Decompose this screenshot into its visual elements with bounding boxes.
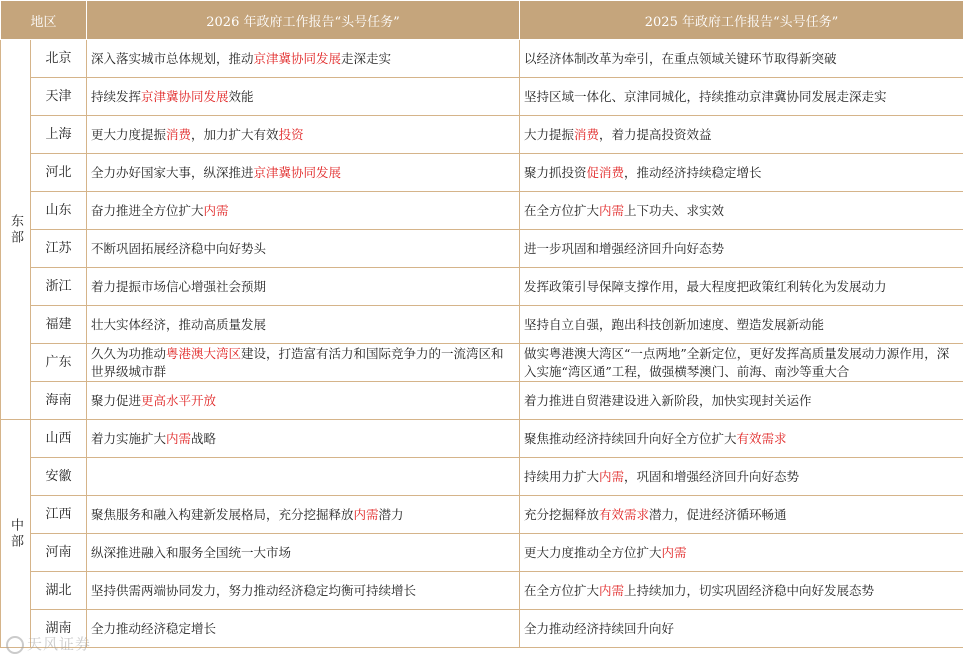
- region-label-central: 中部: [1, 420, 31, 648]
- task-cell-2025: [520, 116, 963, 154]
- task-cell-2025: [520, 40, 963, 78]
- watermark-text: 天风证券: [27, 635, 92, 653]
- highlight-text: 京津冀协同发展: [141, 89, 229, 104]
- task-text: 着力推进自贸港建设进入新阶段，加快实现封关运作: [524, 393, 812, 408]
- task-cell-2026: [87, 420, 520, 458]
- task-text: 久久为功推动: [91, 345, 167, 361]
- highlight-text: 粤港澳大湾区: [166, 345, 242, 361]
- task-cell-2025: [520, 230, 963, 268]
- province-cell: 天津: [31, 78, 87, 116]
- task-cell-2025: [520, 154, 963, 192]
- task-text: 持续发挥: [91, 89, 142, 104]
- task-text: 坚持区域一体化、京津同城化，持续推动京津冀协同发展走深走实: [524, 89, 887, 104]
- task-text: 聚焦推动经济持续回升向好全方位扩大: [524, 431, 737, 446]
- task-text: 潜力，促进经济循环畅通: [649, 507, 787, 522]
- task-cell-2026: [87, 40, 520, 78]
- table-row: [1, 268, 963, 306]
- table-row: [1, 40, 963, 78]
- task-cell-2025: [520, 534, 963, 572]
- task-text: 潜力: [378, 507, 404, 522]
- task-cell-2025: [520, 458, 963, 496]
- province-cell: 浙江: [31, 268, 87, 306]
- task-cell-2026: [87, 306, 520, 344]
- task-cell-2025: [520, 610, 963, 648]
- task-cell-2026: [87, 572, 520, 610]
- task-text: 着力提振市场信心增强社会预期: [91, 279, 267, 294]
- task-text: 更大力度推动全方位扩大: [524, 545, 662, 560]
- task-text: 战略: [191, 431, 217, 446]
- task-text: 建设，打造富有活力和国际竞争力的一流湾区和世界级城市群: [91, 345, 504, 379]
- task-text: 聚力抓投资: [524, 165, 587, 180]
- task-text: 在全方位扩大: [524, 583, 600, 598]
- table-row: [1, 610, 963, 648]
- province-cell: 广东: [31, 344, 87, 382]
- province-cell: 河北: [31, 154, 87, 192]
- task-text: 做实粤港澳大湾区“一点两地”全新定位，更好发挥高质量发展动力源作用，深入实施“湾区通”工程，做强横琴澳门、前海、南沙等重大合: [524, 345, 950, 379]
- highlight-text: 内需: [166, 431, 192, 446]
- watermark: [6, 633, 91, 654]
- task-cell-2026: [87, 230, 520, 268]
- highlight-text: 消费: [166, 127, 192, 142]
- highlight-text: 内需: [599, 583, 625, 598]
- header-2025: 2025 年政府工作报告“头号任务”: [520, 1, 963, 40]
- province-cell: 江苏: [31, 230, 87, 268]
- task-text: 效能: [228, 89, 254, 104]
- task-cell-2026: [87, 534, 520, 572]
- highlight-text: 有效需求: [599, 507, 650, 522]
- task-text: 聚焦服务和融入构建新发展格局，充分挖掘释放: [91, 507, 354, 522]
- highlight-text: 内需: [353, 507, 379, 522]
- highlight-text: 有效需求: [736, 431, 787, 446]
- table-row: [1, 344, 963, 382]
- task-text: 持续用力扩大: [524, 469, 600, 484]
- table-row: [1, 192, 963, 230]
- task-text: 上下功夫、求实效: [624, 203, 725, 218]
- task-cell-2025: [520, 268, 963, 306]
- highlight-text: 京津冀协同发展: [253, 51, 342, 66]
- task-text: 不断巩固拓展经济稳中向好势头: [91, 241, 267, 256]
- task-cell-2026: [87, 610, 520, 648]
- province-cell: 湖南: [31, 610, 87, 648]
- header-region: 地区: [1, 1, 87, 40]
- highlight-text: 京津冀协同发展: [253, 165, 342, 180]
- task-cell-2026: [87, 78, 520, 116]
- task-text: 深入落实城市总体规划，推动: [91, 51, 254, 66]
- task-text: 更大力度提振: [91, 127, 167, 142]
- task-cell-2025: [520, 344, 963, 382]
- task-cell-2026: [87, 458, 520, 496]
- task-cell-2026: [87, 192, 520, 230]
- table-row: [1, 458, 963, 496]
- task-text: 坚持自立自强，跑出科技创新加速度、塑造发展新动能: [524, 317, 825, 332]
- task-text: 全力办好国家大事，纵深推进: [91, 165, 254, 180]
- task-cell-2026: [87, 496, 520, 534]
- highlight-text: 促消费: [586, 165, 625, 180]
- task-cell-2025: [520, 192, 963, 230]
- highlight-text: 消费: [574, 127, 600, 142]
- table-header-row: [1, 1, 963, 40]
- task-cell-2025: [520, 306, 963, 344]
- task-cell-2026: [87, 154, 520, 192]
- task-text: 发挥政策引导保障支撑作用，最大程度把政策红利转化为发展动力: [524, 279, 887, 294]
- province-cell: 北京: [31, 40, 87, 78]
- table-row: [1, 78, 963, 116]
- task-cell-2026: [87, 268, 520, 306]
- table-row: [1, 230, 963, 268]
- province-cell: 海南: [31, 382, 87, 420]
- task-text: 全力推动经济稳定增长: [91, 621, 217, 636]
- region-label-east: 东部: [1, 40, 31, 420]
- task-text: ，巩固和增强经济回升向好态势: [624, 469, 800, 484]
- task-text: ，着力提高投资效益: [599, 127, 712, 142]
- table-row: [1, 496, 963, 534]
- table-row: [1, 116, 963, 154]
- task-text: 大力提振: [524, 127, 575, 142]
- province-cell: 河南: [31, 534, 87, 572]
- highlight-text: 内需: [203, 203, 229, 218]
- header-2026: 2026 年政府工作报告“头号任务”: [87, 1, 520, 40]
- task-text: 进一步巩固和增强经济回升向好态势: [524, 241, 725, 256]
- table-row: [1, 572, 963, 610]
- task-text: 坚持供需两端协同发力，努力推动经济稳定均衡可持续增长: [91, 583, 417, 598]
- task-text: ，加力扩大有效: [191, 127, 279, 142]
- highlight-text: 内需: [599, 203, 625, 218]
- task-cell-2026: [87, 382, 520, 420]
- task-text: 在全方位扩大: [524, 203, 600, 218]
- task-cell-2025: [520, 78, 963, 116]
- task-cell-2025: [520, 420, 963, 458]
- task-text: 壮大实体经济，推动高质量发展: [91, 317, 267, 332]
- province-cell: 湖北: [31, 572, 87, 610]
- province-cell: 江西: [31, 496, 87, 534]
- task-cell-2026: [87, 344, 520, 382]
- watermark-logo-icon: [6, 636, 24, 654]
- province-cell: 上海: [31, 116, 87, 154]
- province-cell: 山东: [31, 192, 87, 230]
- task-text: 聚力促进: [91, 393, 142, 408]
- table-row: [1, 306, 963, 344]
- province-cell: 安徽: [31, 458, 87, 496]
- province-cell: 福建: [31, 306, 87, 344]
- highlight-text: 内需: [599, 469, 625, 484]
- task-text: 着力实施扩大: [91, 431, 167, 446]
- task-text: 奋力推进全方位扩大: [91, 203, 204, 218]
- task-text: 全力推动经济持续回升向好: [524, 621, 675, 636]
- highlight-text: 更高水平开放: [141, 393, 217, 408]
- task-text: 走深走实: [341, 51, 392, 66]
- highlight-text: 内需: [661, 545, 687, 560]
- province-cell: 山西: [31, 420, 87, 458]
- task-cell-2025: [520, 572, 963, 610]
- highlight-text: 投资: [278, 127, 304, 142]
- task-text: 充分挖掘释放: [524, 507, 600, 522]
- task-text: 上持续加力，切实巩固经济稳中向好发展态势: [624, 583, 875, 598]
- table-row: [1, 154, 963, 192]
- task-text: 以经济体制改革为牵引，在重点领域关键环节取得新突破: [524, 51, 837, 66]
- task-cell-2026: [87, 116, 520, 154]
- task-text: 纵深推进融入和服务全国统一大市场: [91, 545, 292, 560]
- table-row: [1, 420, 963, 458]
- task-text: ，推动经济持续稳定增长: [624, 165, 762, 180]
- table-body: [1, 40, 963, 648]
- task-cell-2025: [520, 382, 963, 420]
- task-cell-2025: [520, 496, 963, 534]
- table-row: [1, 534, 963, 572]
- table-row: [1, 382, 963, 420]
